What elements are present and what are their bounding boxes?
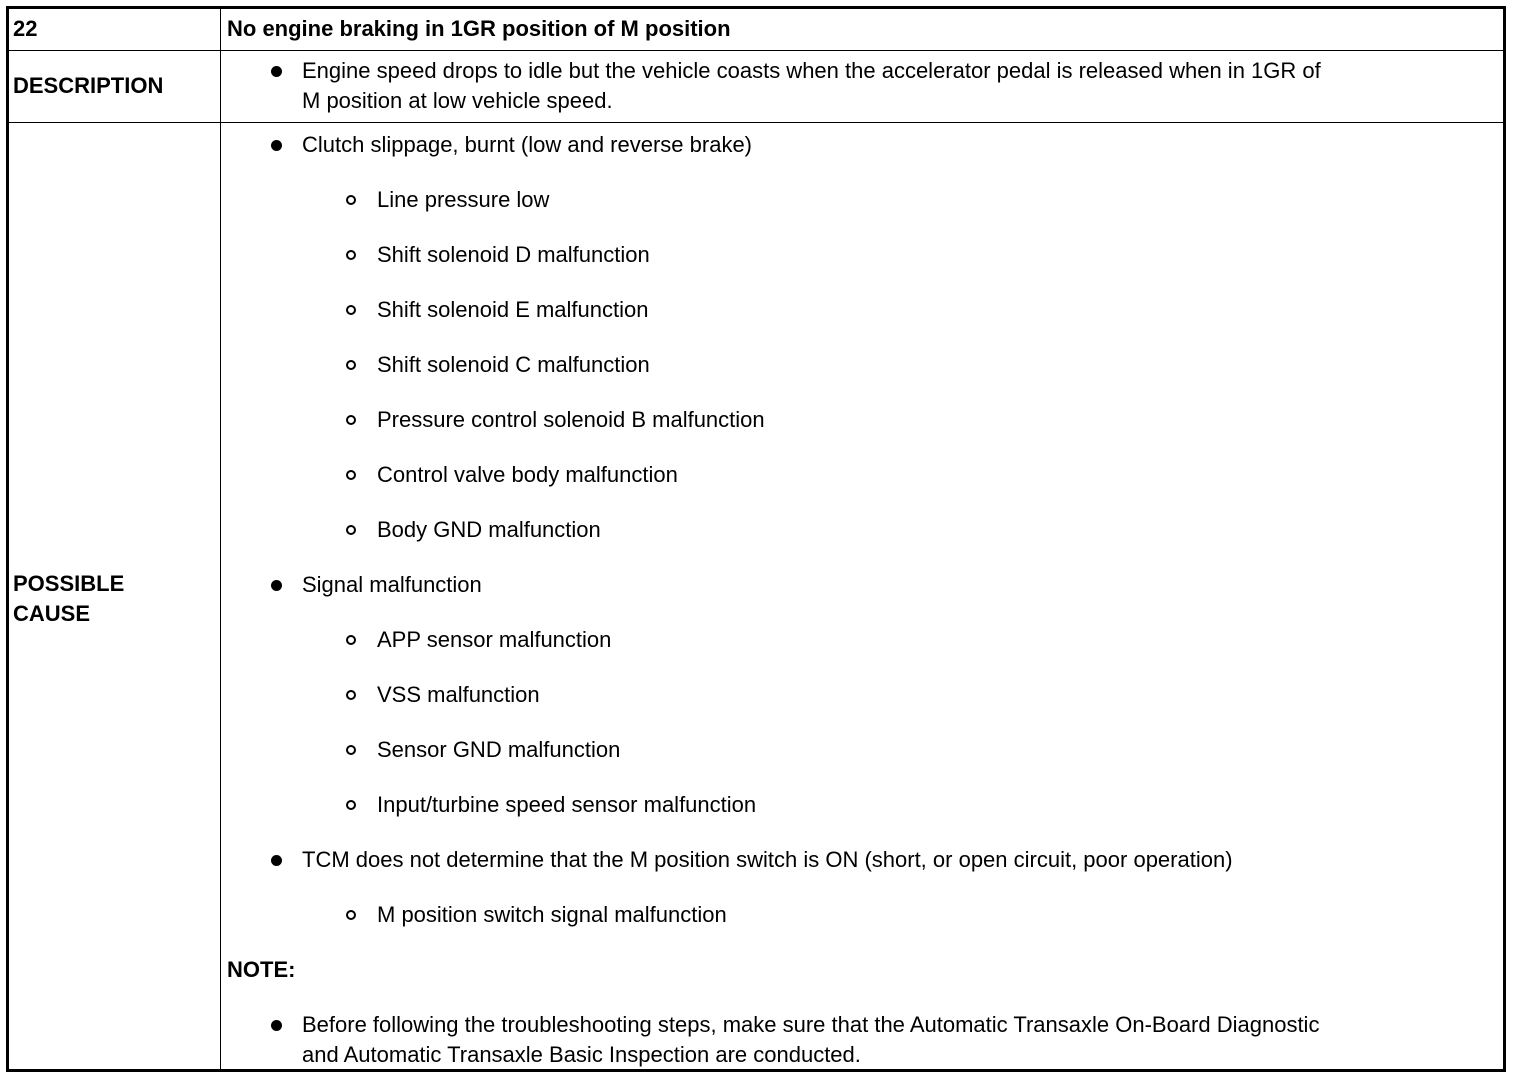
header-row bbox=[9, 9, 1503, 51]
cause-item: APP sensor malfunction bbox=[377, 627, 612, 652]
possible-cause-list-cell bbox=[221, 123, 1503, 1069]
cause-item: Line pressure low bbox=[377, 187, 550, 212]
bullet-ring-icon bbox=[346, 745, 356, 755]
description-text-line: Engine speed drops to idle but the vehicle coasts when the accelerator pedal is released when in 1GR of bbox=[302, 58, 1321, 83]
bullet-ring-icon bbox=[346, 470, 356, 480]
cause-item: Sensor GND malfunction bbox=[377, 737, 621, 762]
description-label: DESCRIPTION bbox=[13, 73, 164, 98]
note-text-line: Before following the troubleshooting steps, make sure that the Automatic Transaxle On-Board Diagnostic bbox=[302, 1012, 1320, 1037]
bullet-ring-icon bbox=[346, 415, 356, 425]
bullet-ring-icon bbox=[346, 525, 356, 535]
bullet-ring-icon bbox=[346, 250, 356, 260]
cause-item: Pressure control solenoid B malfunction bbox=[377, 407, 765, 432]
description-row bbox=[9, 51, 1503, 123]
cause-item: M position switch signal malfunction bbox=[377, 902, 727, 927]
cause-item: Control valve body malfunction bbox=[377, 462, 678, 487]
bullet-ring-icon bbox=[346, 360, 356, 370]
bullet-ring-icon bbox=[346, 910, 356, 920]
symptom-title: No engine braking in 1GR position of M position bbox=[227, 16, 731, 41]
possible-cause-label: CAUSE bbox=[13, 601, 91, 626]
description-label-cell bbox=[9, 51, 221, 122]
bullet-dot-icon bbox=[271, 66, 282, 77]
note-text-line: and Automatic Transaxle Basic Inspection are conducted. bbox=[302, 1042, 861, 1067]
bullet-dot-icon bbox=[271, 1020, 282, 1031]
cause-item: Shift solenoid D malfunction bbox=[377, 242, 650, 267]
header-title-cell bbox=[221, 9, 1503, 50]
cause-group: Signal malfunction bbox=[302, 572, 482, 597]
cause-item: Input/turbine speed sensor malfunction bbox=[377, 792, 757, 817]
description-text-cell bbox=[221, 51, 1503, 122]
bullet-ring-icon bbox=[346, 195, 356, 205]
header-number-cell bbox=[9, 9, 221, 50]
troubleshooting-table bbox=[6, 6, 1506, 1072]
cause-group: TCM does not determine that the M position switch is ON (short, or open circuit, poor operation) bbox=[302, 847, 1233, 872]
bullet-dot-icon bbox=[271, 855, 282, 866]
cause-item: Body GND malfunction bbox=[377, 517, 601, 542]
cause-item: VSS malfunction bbox=[377, 682, 540, 707]
possible-cause-label-cell bbox=[9, 123, 221, 1069]
note-label: NOTE: bbox=[227, 957, 296, 982]
bullet-ring-icon bbox=[346, 635, 356, 645]
bullet-ring-icon bbox=[346, 800, 356, 810]
bullet-ring-icon bbox=[346, 305, 356, 315]
description-text-line: M position at low vehicle speed. bbox=[302, 88, 613, 113]
bullet-ring-icon bbox=[346, 690, 356, 700]
bullet-dot-icon bbox=[271, 580, 282, 591]
possible-cause-row bbox=[9, 123, 1503, 1069]
bullet-dot-icon bbox=[271, 140, 282, 151]
cause-item: Shift solenoid C malfunction bbox=[377, 352, 650, 377]
possible-cause-label: POSSIBLE bbox=[13, 571, 125, 596]
symptom-number: 22 bbox=[13, 16, 38, 41]
cause-item: Shift solenoid E malfunction bbox=[377, 297, 649, 322]
cause-group: Clutch slippage, burnt (low and reverse brake) bbox=[302, 132, 753, 157]
